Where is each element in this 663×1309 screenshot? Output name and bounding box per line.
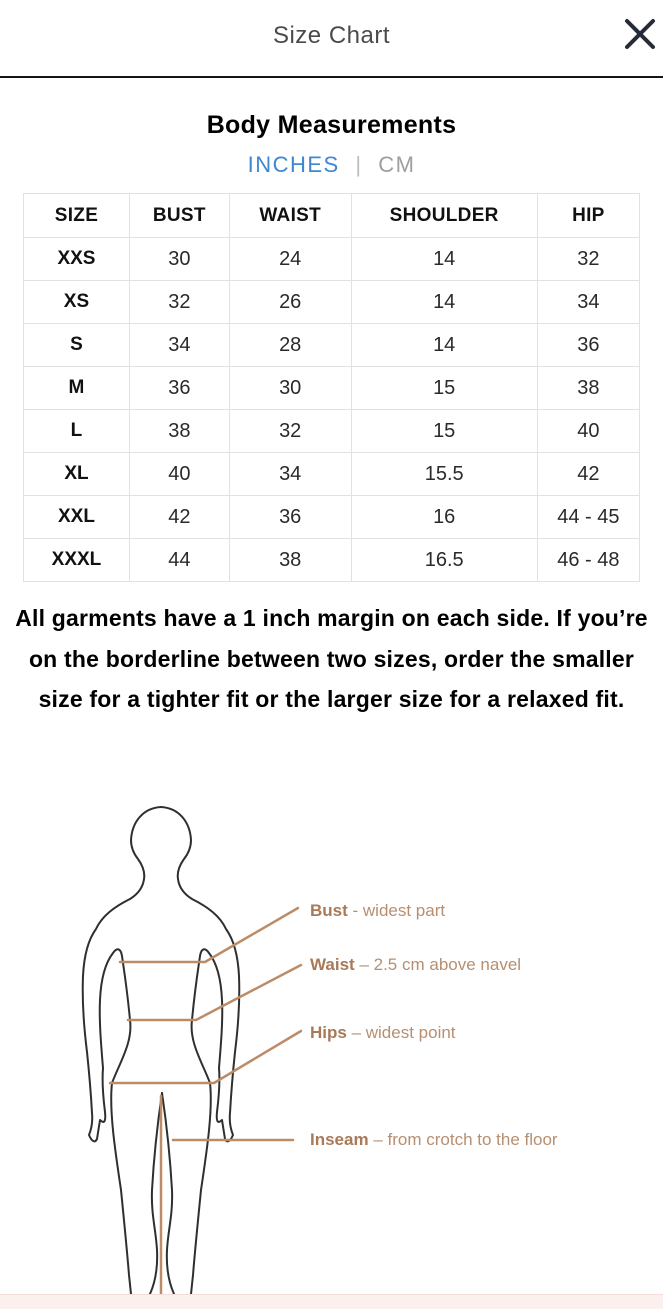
waist-cell: 24 (229, 238, 351, 281)
shoulder-cell: 15 (351, 367, 537, 410)
hip-cell: 42 (537, 453, 639, 496)
close-icon (617, 16, 663, 52)
waist-cell: 30 (229, 367, 351, 410)
waist-callout-label (310, 955, 521, 975)
unit-cm-option[interactable]: CM (378, 152, 416, 177)
hip-cell: 32 (537, 238, 639, 281)
column-header-hip: HIP (537, 194, 639, 238)
section-title: Body Measurements (206, 111, 457, 139)
waist-cell: 28 (229, 324, 351, 367)
shoulder-cell: 16 (351, 496, 537, 539)
size-chart-table (23, 193, 640, 582)
size-cell: XL (24, 453, 130, 496)
hip-cell: 38 (537, 367, 639, 410)
table-header-row (24, 194, 640, 238)
bust-cell: 44 (129, 539, 229, 582)
shoulder-cell: 16.5 (351, 539, 537, 582)
units-separator: | (355, 152, 363, 177)
size-cell: M (24, 367, 130, 410)
size-cell: XS (24, 281, 130, 324)
bust-cell: 40 (129, 453, 229, 496)
waist-callout-text: – 2.5 cm above navel (359, 955, 522, 974)
bust-cell: 38 (129, 410, 229, 453)
shoulder-cell: 14 (351, 238, 537, 281)
waist-cell: 32 (229, 410, 351, 453)
size-cell: L (24, 410, 130, 453)
fit-note: All garments have a 1 inch margin on each side. If you’re on the borderline between two sizes, order the smaller size for a tighter fit or the larger size for a relaxed fit. (15, 605, 648, 712)
size-cell: XXXL (24, 539, 130, 582)
units-toggle (0, 152, 663, 178)
table-row (24, 367, 640, 410)
size-cell: S (24, 324, 130, 367)
inner-right-leg (162, 1093, 174, 1294)
inseam-callout-text: – from crotch to the floor (373, 1130, 558, 1149)
hips-callout-label (310, 1023, 456, 1043)
body-measurement-diagram (0, 780, 663, 1309)
hips-callout-title: Hips (310, 1023, 347, 1042)
table-row (24, 496, 640, 539)
shoulder-cell: 15.5 (351, 453, 537, 496)
close-button[interactable] (617, 11, 663, 57)
bust-callout-label (310, 901, 445, 921)
waist-cell: 34 (229, 453, 351, 496)
bust-callout-text: - widest part (352, 901, 446, 920)
hip-cell: 44 - 45 (537, 496, 639, 539)
waist-cell: 36 (229, 496, 351, 539)
table-row (24, 238, 640, 281)
bust-cell: 36 (129, 367, 229, 410)
table-row (24, 539, 640, 582)
shoulder-cell: 14 (351, 324, 537, 367)
column-header-bust: BUST (129, 194, 229, 238)
waist-cell: 26 (229, 281, 351, 324)
bust-cell: 30 (129, 238, 229, 281)
shoulder-cell: 14 (351, 281, 537, 324)
column-header-shoulder: SHOULDER (351, 194, 537, 238)
bust-cell: 42 (129, 496, 229, 539)
hips-measurement-line (110, 1031, 301, 1083)
size-cell: XXL (24, 496, 130, 539)
table-row (24, 453, 640, 496)
hip-cell: 34 (537, 281, 639, 324)
body-figure-illustration (0, 780, 663, 1309)
unit-inches-option[interactable]: INCHES (247, 152, 340, 177)
inseam-callout-title: Inseam (310, 1130, 369, 1149)
bust-cell: 34 (129, 324, 229, 367)
waist-measurement-line (128, 965, 301, 1020)
hip-cell: 46 - 48 (537, 539, 639, 582)
inseam-callout-label (310, 1130, 558, 1150)
size-cell: XXS (24, 238, 130, 281)
waist-callout-title: Waist (310, 955, 355, 974)
page-title: Size Chart (272, 22, 391, 49)
hip-cell: 36 (537, 324, 639, 367)
table-row (24, 281, 640, 324)
table-row (24, 324, 640, 367)
hips-callout-text: – widest point (351, 1023, 456, 1042)
column-header-size: SIZE (24, 194, 130, 238)
waist-cell: 38 (229, 539, 351, 582)
modal-header (0, 0, 663, 78)
bottom-sheet-edge (0, 1294, 663, 1309)
bust-cell: 32 (129, 281, 229, 324)
shoulder-cell: 15 (351, 410, 537, 453)
hip-cell: 40 (537, 410, 639, 453)
column-header-waist: WAIST (229, 194, 351, 238)
table-row (24, 410, 640, 453)
bust-callout-title: Bust (310, 901, 348, 920)
